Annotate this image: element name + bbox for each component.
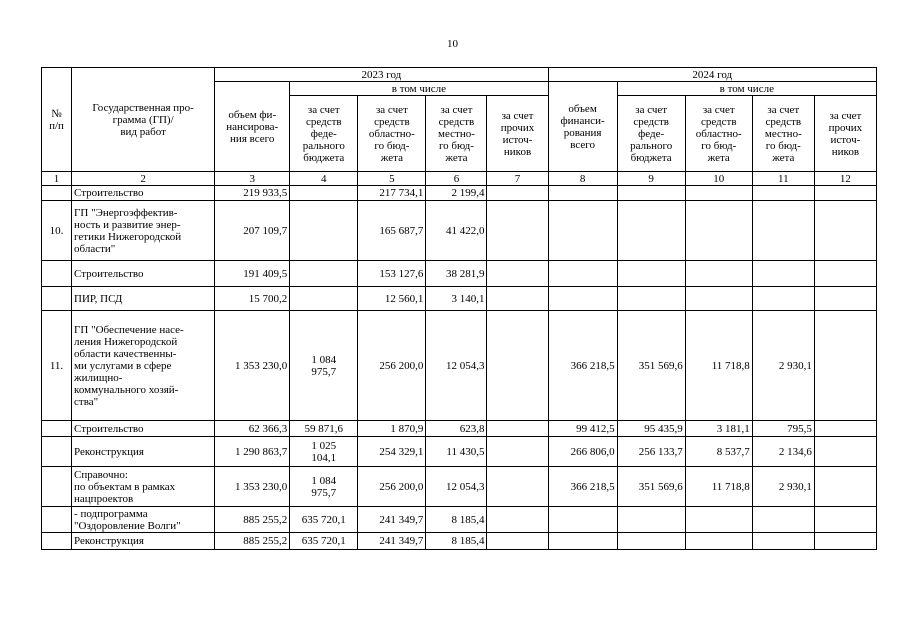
cell-value [814,261,876,287]
row-name: Строительство [72,186,215,201]
row-number [42,437,72,467]
row-number [42,507,72,533]
table-row [42,201,877,261]
header-2023-regional: за счет средств областно- го бюд- жета [358,96,426,172]
column-index: 8 [548,172,617,186]
column-index: 11 [752,172,814,186]
cell-value: 254 329,1 [358,437,426,467]
cell-value: 256 133,7 [617,437,685,467]
cell-value [487,261,548,287]
cell-value [290,186,358,201]
column-index: 2 [72,172,215,186]
table-row [42,421,877,437]
cell-value [487,467,548,507]
cell-value [487,201,548,261]
cell-value: 241 349,7 [358,533,426,550]
cell-value: 41 422,0 [426,201,487,261]
cell-value: 1 290 863,7 [215,437,290,467]
cell-value [814,311,876,421]
cell-value: 351 569,6 [617,311,685,421]
table-row [42,507,877,533]
column-index: 7 [487,172,548,186]
cell-value: 59 871,6 [290,421,358,437]
cell-value [685,201,752,261]
cell-value: 8 185,4 [426,533,487,550]
row-number [42,467,72,507]
table-row [42,533,877,550]
cell-value [548,261,617,287]
cell-value [752,533,814,550]
row-number [42,287,72,311]
row-name: Строительство [72,261,215,287]
row-name: ГП "Энергоэффектив- ность и развитие энер- гетики Нижегородской области" [72,201,215,261]
cell-value [752,201,814,261]
table-body [42,186,877,550]
cell-value: 623,8 [426,421,487,437]
cell-value: 885 255,2 [215,533,290,550]
table-row [42,467,877,507]
cell-value: 266 806,0 [548,437,617,467]
cell-value: 62 366,3 [215,421,290,437]
cell-value: 8 185,4 [426,507,487,533]
cell-value: 15 700,2 [215,287,290,311]
cell-value: 12 560,1 [358,287,426,311]
column-index-row [42,172,877,186]
header-2024-federal: за счет средств феде- рального бюджета [617,96,685,172]
cell-value: 11 718,8 [685,467,752,507]
table-row [42,437,877,467]
cell-value [685,261,752,287]
column-index: 6 [426,172,487,186]
row-number: 10. [42,201,72,261]
cell-value [487,533,548,550]
cell-value: 191 409,5 [215,261,290,287]
row-name: Строительство [72,421,215,437]
cell-value [548,186,617,201]
cell-value: 3 140,1 [426,287,487,311]
cell-value [752,186,814,201]
header-2024-incl: в том числе [617,82,876,96]
cell-value: 95 435,9 [617,421,685,437]
cell-value: 256 200,0 [358,311,426,421]
cell-value: 1 025 104,1 [290,437,358,467]
table-row [42,287,877,311]
cell-value [487,287,548,311]
cell-value: 256 200,0 [358,467,426,507]
cell-value [685,533,752,550]
cell-value [814,287,876,311]
column-index: 9 [617,172,685,186]
cell-value: 11 430,5 [426,437,487,467]
cell-value [548,287,617,311]
cell-value [814,186,876,201]
cell-value: 1 353 230,0 [215,311,290,421]
cell-value [548,507,617,533]
column-index: 3 [215,172,290,186]
header-2024-regional: за счет средств областно- го бюд- жета [685,96,752,172]
cell-value: 12 054,3 [426,311,487,421]
header-year-2023: 2023 год [215,68,548,82]
cell-value [814,467,876,507]
header-program: Государственная про- грамма (ГП)/ вид работ [72,68,215,172]
cell-value: 635 720,1 [290,533,358,550]
cell-value: 366 218,5 [548,311,617,421]
cell-value: 38 281,9 [426,261,487,287]
cell-value [685,186,752,201]
cell-value [814,437,876,467]
cell-value [685,507,752,533]
row-number [42,186,72,201]
table-header [42,68,877,186]
header-2023-incl: в том числе [290,82,548,96]
cell-value: 1 084 975,7 [290,467,358,507]
cell-value: 795,5 [752,421,814,437]
cell-value [814,421,876,437]
table-row [42,311,877,421]
cell-value [814,201,876,261]
header-2024-other: за счет прочих источ- ников [814,96,876,172]
cell-value [617,533,685,550]
row-number: 11. [42,311,72,421]
row-name: - подпрограмма "Оздоровление Волги" [72,507,215,533]
cell-value: 3 181,1 [685,421,752,437]
cell-value [487,437,548,467]
row-number [42,261,72,287]
cell-value: 153 127,6 [358,261,426,287]
cell-value [548,201,617,261]
cell-value: 351 569,6 [617,467,685,507]
cell-value: 1 870,9 [358,421,426,437]
cell-value: 241 349,7 [358,507,426,533]
cell-value: 2 930,1 [752,467,814,507]
row-name: Справочно: по объектам в рамках нацпроектов [72,467,215,507]
row-name: Реконструкция [72,533,215,550]
header-2023-federal: за счет средств феде- рального бюджета [290,96,358,172]
header-2024-total: объем финанси- рования всего [548,82,617,172]
cell-value: 207 109,7 [215,201,290,261]
cell-value [487,421,548,437]
header-year-2024: 2024 год [548,68,876,82]
cell-value [487,311,548,421]
cell-value [290,287,358,311]
cell-value [814,533,876,550]
column-index: 12 [814,172,876,186]
header-2023-local: за счет средств местно- го бюд- жета [426,96,487,172]
row-number [42,533,72,550]
table-row [42,186,877,201]
cell-value [290,261,358,287]
cell-value: 8 537,7 [685,437,752,467]
column-index: 4 [290,172,358,186]
cell-value [617,507,685,533]
cell-value: 99 412,5 [548,421,617,437]
cell-value [617,287,685,311]
financing-table [41,67,877,550]
cell-value [290,201,358,261]
cell-value: 11 718,8 [685,311,752,421]
cell-value: 165 687,7 [358,201,426,261]
cell-value [617,261,685,287]
column-index: 1 [42,172,72,186]
header-2023-other: за счет прочих источ- ников [487,96,548,172]
row-name: ГП "Обеспечение насе- ления Нижегородской области качественны- ми услугами в сфере жилищно- коммунального хозяй- ства" [72,311,215,421]
cell-value [752,261,814,287]
cell-value: 1 353 230,0 [215,467,290,507]
row-name: ПИР, ПСД [72,287,215,311]
cell-value: 217 734,1 [358,186,426,201]
header-2024-local: за счет средств местно- го бюд- жета [752,96,814,172]
cell-value [685,287,752,311]
cell-value: 219 933,5 [215,186,290,201]
cell-value: 1 084 975,7 [290,311,358,421]
cell-value: 2 134,6 [752,437,814,467]
row-name: Реконструкция [72,437,215,467]
page-number: 10 [447,38,458,50]
cell-value [487,186,548,201]
table-row [42,261,877,287]
header-number: № п/п [42,68,72,172]
header-2023-total: объем фи- нансирова- ния всего [215,82,290,172]
cell-value: 366 218,5 [548,467,617,507]
cell-value [752,507,814,533]
row-number [42,421,72,437]
cell-value [617,186,685,201]
cell-value: 885 255,2 [215,507,290,533]
cell-value [487,507,548,533]
cell-value: 2 199,4 [426,186,487,201]
column-index: 5 [358,172,426,186]
cell-value: 635 720,1 [290,507,358,533]
cell-value [752,287,814,311]
cell-value: 12 054,3 [426,467,487,507]
column-index: 10 [685,172,752,186]
cell-value [617,201,685,261]
cell-value: 2 930,1 [752,311,814,421]
cell-value [548,533,617,550]
cell-value [814,507,876,533]
